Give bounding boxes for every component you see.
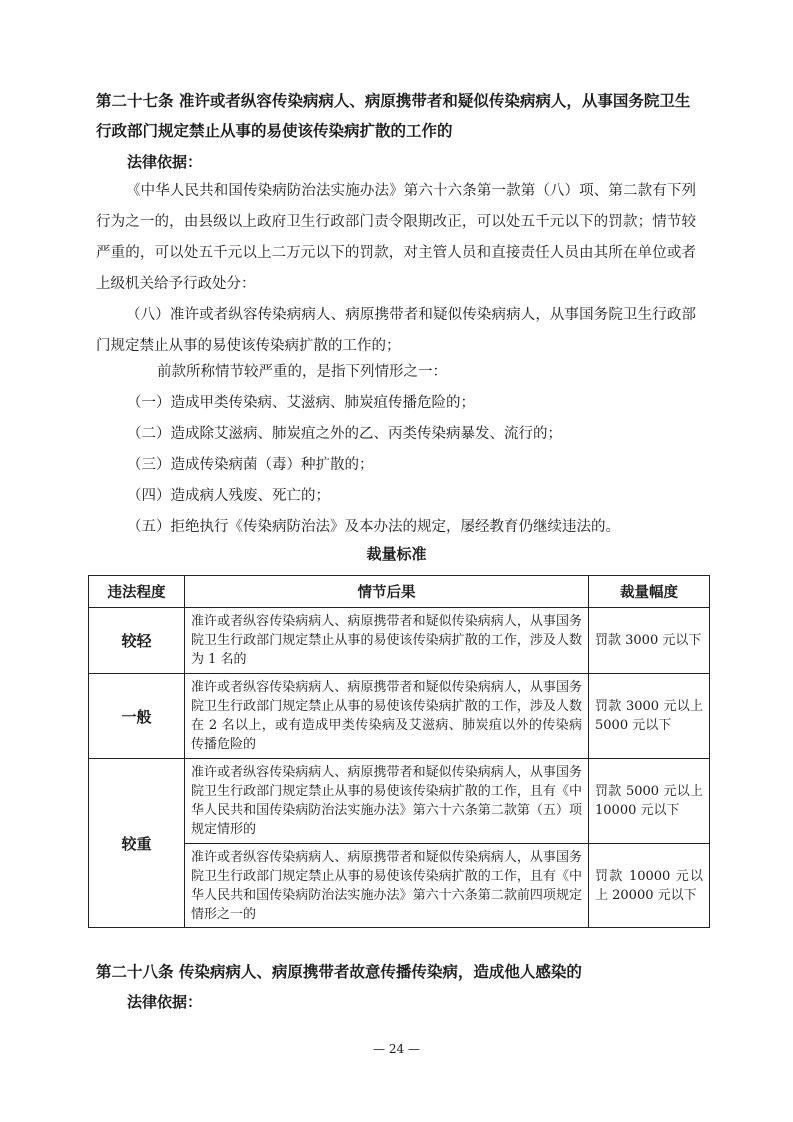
discretion-standard-table [88, 575, 710, 928]
header-violation-level: 违法程度 [89, 576, 185, 608]
detail-cell: 准许或者纵容传染病病人、病原携带者和疑似传染病病人，从事国务院卫生行政部门规定禁止从事的易使该传染病扩散的工作，且有《中华人民共和国传染病防治法实施办法》第六十六条第二款前四项规定情形之一的 [185, 844, 589, 928]
range-cell: 罚款 3000 元以上 5000 元以下 [589, 674, 710, 759]
table-title: 裁量标准 [366, 545, 427, 563]
list-item-5: （五）拒绝执行《传染病防治法》及本办法的规定，屡经教育仍继续违法的。 [127, 519, 620, 535]
article-27-paragraph-2: （八）准许或者纵容传染病病人、病原携带者和疑似传染病病人，从事国务院卫生行政部门规定禁止从事的易使该传染病扩散的工作的； [96, 307, 696, 354]
article-28-heading: 第二十八条 传染病病人、病原携带者故意传播传染病，造成他人感染的 [96, 963, 582, 981]
table-row [89, 608, 710, 674]
detail-cell: 准许或者纵容传染病病人、病原携带者和疑似传染病病人，从事国务院卫生行政部门规定禁止从事的易使该传染病扩散的工作，涉及人数为 1 名的 [185, 608, 589, 674]
page-number: — 24 — [373, 1042, 420, 1056]
level-cell: 较轻 [89, 608, 185, 674]
table-header-row [89, 576, 710, 608]
detail-cell: 准许或者纵容传染病病人、病原携带者和疑似传染病病人，从事国务院卫生行政部门规定禁止从事的易使该传染病扩散的工作，涉及人数在 2 名以上，或有造成甲类传染病及艾滋病、肺炭疽以外的传染病传播危险的 [185, 674, 589, 759]
header-penalty-range: 裁量幅度 [589, 576, 710, 608]
article-27-paragraph-3: 前款所称情节较严重的，是指下列情形之一： [157, 364, 447, 380]
range-cell: 罚款 3000 元以下 [589, 608, 710, 674]
article-27-paragraph-1: 《中华人民共和国传染病防治法实施办法》第六十六条第一款第（八）项、第二款有下列行为之一的，由县级以上政府卫生行政部门责令限期改正，可以处五千元以下的罚款；情节较严重的，可以处五千元以上二万元以下的罚款，对主管人员和直接责任人员由其所在单位或者上级机关给予行政处分： [96, 183, 696, 292]
list-item-2: （二）造成除艾滋病、肺炭疽之外的乙、丙类传染病暴发、流行的； [127, 426, 562, 442]
header-circumstances: 情节后果 [185, 576, 589, 608]
list-item-3: （三）造成传染病菌（毒）种扩散的； [127, 457, 374, 473]
list-item-4: （四）造成病人残废、死亡的； [127, 488, 330, 504]
article-27-basis-label: 法律依据： [127, 153, 203, 171]
range-cell: 罚款 5000 元以上 10000 元以下 [589, 759, 710, 844]
range-cell: 罚款 10000 元以上 20000 元以下 [589, 844, 710, 928]
list-item-1: （一）造成甲类传染病、艾滋病、肺炭疽传播危险的； [127, 395, 475, 411]
detail-cell: 准许或者纵容传染病病人、病原携带者和疑似传染病病人，从事国务院卫生行政部门规定禁止从事的易使该传染病扩散的工作，且有《中华人民共和国传染病防治法实施办法》第六十六条第二款第（五）项规定情形的 [185, 759, 589, 844]
level-cell: 一般 [89, 674, 185, 759]
article-28-basis-label: 法律依据： [127, 993, 203, 1011]
table-row [89, 759, 710, 844]
article-27-heading: 第二十七条 准许或者纵容传染病病人、病原携带者和疑似传染病病人，从事国务院卫生行政部门规定禁止从事的易使该传染病扩散的工作的 [96, 92, 691, 140]
level-cell: 较重 [89, 759, 185, 928]
table-row [89, 674, 710, 759]
